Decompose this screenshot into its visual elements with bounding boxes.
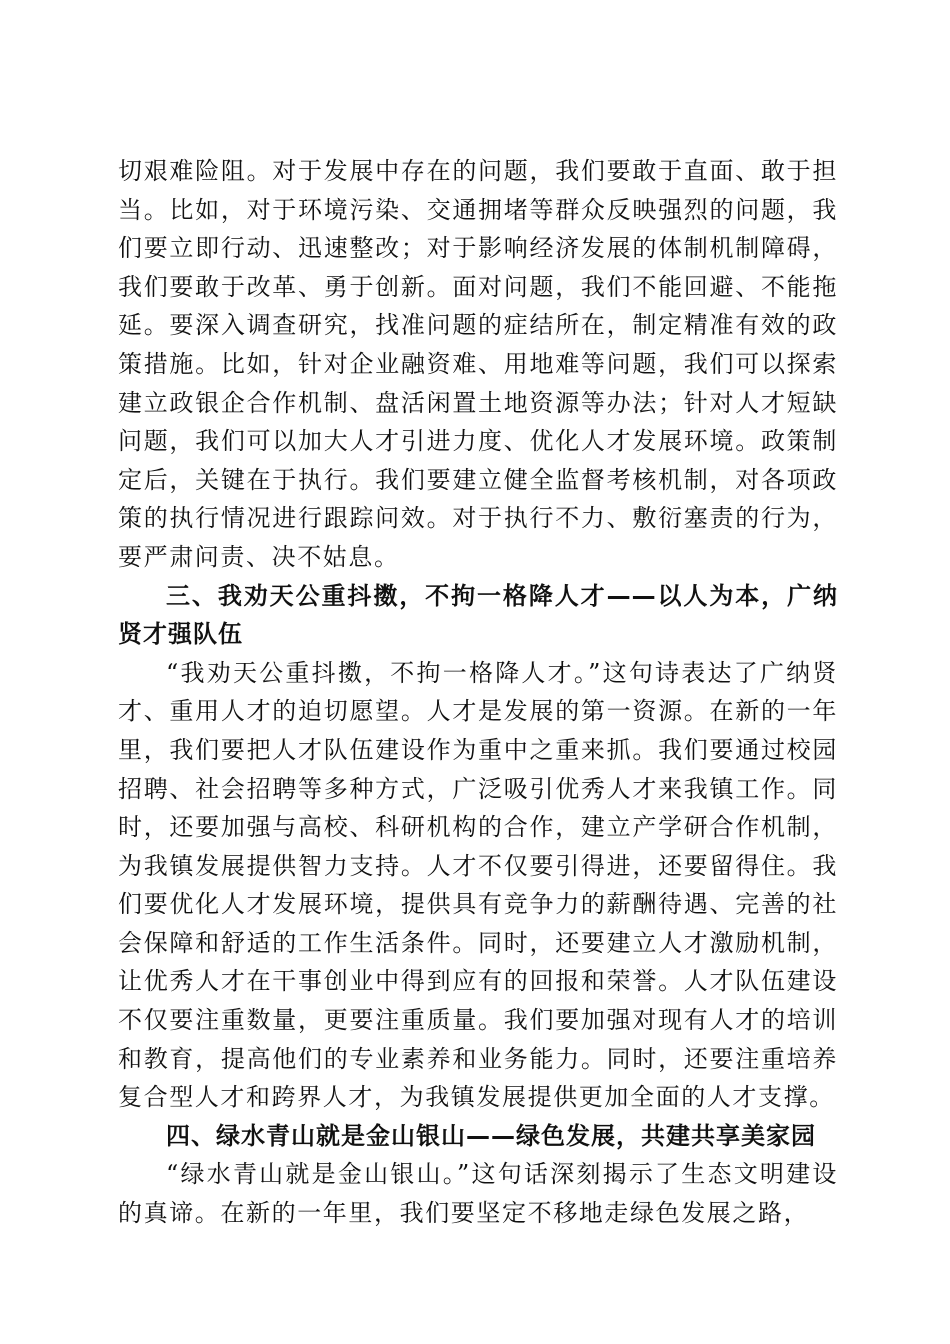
section-heading: 四、绿水青山就是金山银山——绿色发展，共建共享美家园: [166, 1121, 816, 1150]
body-paragraph: “我劝天公重抖擞，不拘一格降人才。”这句诗表达了广纳贤才、重用人才的迫切愿望。人才是发展的第一资源。在新的一年里，我们要把人才队伍建设作为重中之重来抓。我们要通过校园招聘、社会招聘等多种方式，广泛吸引优秀人才来我镇工作。同时，还要加强与高校、科研机构的合作，建立产学研合作机制，为我镇发展提供智力支持。人才不仅要引得进，还要留得住。我们要优化人才发展环境，提供具有竞争力的薪酬待遇、完善的社会保障和舒适的工作生活条件。同时，还要建立人才激励机制，让优秀人才在干事创业中得到应有的回报和荣誉。人才队伍建设不仅要注重数量，更要注重质量。我们要加强对现有人才的培训和教育，提高他们的专业素养和业务能力。同时，还要注重培养复合型人才和跨界人才，为我镇发展提供更加全面的人才支撑。: [118, 658, 838, 1112]
document-page: [118, 152, 838, 1233]
body-paragraph: “绿水青山就是金山银山。”这句话深刻揭示了生态文明建设的真谛。在新的一年里，我们要坚定不移地走绿色发展之路，: [118, 1160, 838, 1228]
body-paragraph: 切艰难险阻。对于发展中存在的问题，我们要敢于直面、敢于担当。比如，对于环境污染、交通拥堵等群众反映强烈的问题，我们要立即行动、迅速整改；对于影响经济发展的体制机制障碍，我们要敢于改革、勇于创新。面对问题，我们不能回避、不能拖延。要深入调查研究，找准问题的症结所在，制定精准有效的政策措施。比如，针对企业融资难、用地难等问题，我们可以探索建立政银企合作机制、盘活闲置土地资源等办法；针对人才短缺问题，我们可以加大人才引进力度、优化人才发展环境。政策制定后，关键在于执行。我们要建立健全监督考核机制，对各项政策的执行情况进行跟踪问效。对于执行不力、敷衍塞责的行为，要严肃问责、决不姑息。: [118, 157, 838, 571]
section-heading: 三、我劝天公重抖擞，不拘一格降人才——以人为本，广纳贤才强队伍: [118, 581, 838, 649]
